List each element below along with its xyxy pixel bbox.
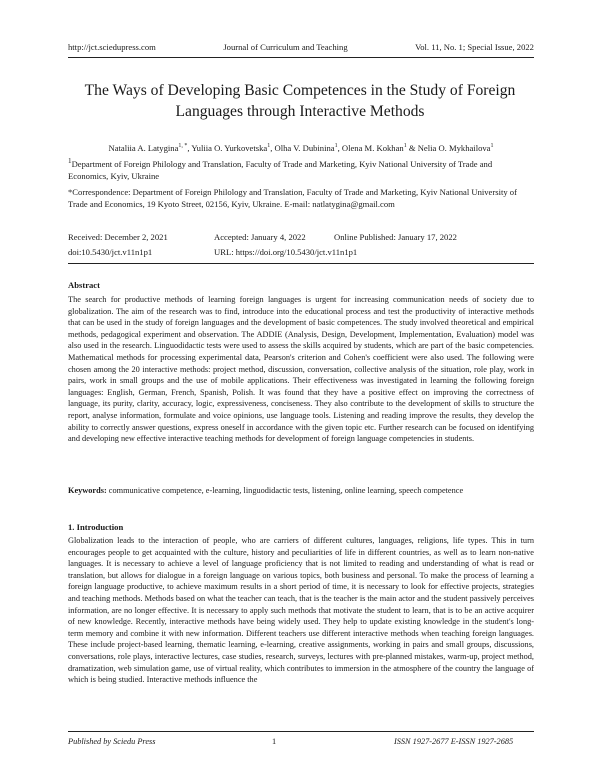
author-sup: 1: [334, 143, 338, 150]
author-sup: 1: [490, 143, 494, 150]
doi-url-link[interactable]: URL: https://doi.org/10.5430/jct.v11n1p1: [214, 247, 358, 257]
issn-text: ISSN 1927-2677 E-ISSN 1927-2685: [394, 737, 514, 746]
author-name: Yuliia O. Yurkovetska: [191, 143, 268, 153]
affiliation-sup: 1: [68, 157, 72, 165]
author-name: Nelia O. Mykhailova: [417, 143, 491, 153]
affiliation-text: Department of Foreign Philology and Translation, Faculty of Trade and Marketing, Kyiv National University of Trade and Economics, Kyiv, Ukraine: [68, 158, 493, 181]
doi-text: doi:10.5430/jct.v11n1p1: [68, 247, 153, 257]
meta-divider: [68, 263, 534, 264]
received-date: Received: December 2, 2021: [68, 232, 168, 242]
author-sup: 1: [403, 143, 407, 150]
keywords-text: communicative competence, e-learning, linguodidactic tests, listening, online learning, speech competence: [108, 486, 464, 495]
journal-name: Journal of Curriculum and Teaching: [223, 42, 348, 52]
author-name: Nataliia A. Latygina: [108, 143, 179, 153]
keywords-label: Keywords:: [68, 486, 107, 495]
publisher-text: Published by Sciedu Press: [68, 737, 156, 746]
header-divider: [68, 57, 534, 58]
keywords: [68, 485, 534, 497]
accepted-date: Accepted: January 4, 2022: [214, 232, 306, 242]
author-name: Olha V. Dubinina: [274, 143, 335, 153]
abstract-heading: Abstract: [68, 280, 100, 290]
page-number: 1: [272, 737, 277, 746]
author-sup: 1, *: [178, 143, 188, 150]
introduction-heading: 1. Introduction: [68, 522, 124, 532]
affiliation: [68, 155, 534, 182]
author-sup: 1: [267, 143, 271, 150]
author-list: Nataliia A. Latygina$^{1, *}$, Yuliia O. Yurkovetska$^1$, Olha V. Dubinina$^1$, Olena M. Kokhan$^1$ & Nelia O. Mykhailova$^1$: [108, 143, 494, 153]
paper-title: The Ways of Developing Basic Competences in the Study of Foreign Languages through Interactive Methods: [84, 82, 516, 120]
abstract-text: The search for productive methods of learning foreign languages is urgent for increasing communication needs of society due to globalization. The aim of the research was to find, introduce into the educational process and test the productivity of interactive methods that can be used in the study of foreign languages and the development of basic competences. The study involved theoretical and empirical methods, pedagogical experiment and observation. The ADDIE (Analysis, Design, Development, Implementation, Evaluation) model was also used in the research. Linguodidactic tests were used to assess the skills acquired by students, which are part of the basic competencies. Mathematical methods for processing experimental data, Pearson's criterion and Cohen's coefficient were also used. The following were chosen among the 20 interactive methods: project method, discussion, conversation, collective analysis of the situation, role play, work in pairs, work in small groups and the use of mobile applications. Their effectiveness was investigated in learning the following foreign languages: English, German, French, Spanish, Polish. It was found that they have a positive effect on improving the correctness of language, its purity, clarity, accuracy, logic, expressiveness, conciseness. They also contribute to the development of skills to structure the report, analyse information, formulate and voice opinions, use language tools. Listening and reading improve the results, they develop the ability to correctly answer questions, express oneself in accordance with the given topic etc. Further research can be focused on identifying and developing new effective interactive teaching methods for development of foreign language competencies in students.: [68, 295, 534, 444]
author-name: Olena M. Kokhan: [341, 143, 404, 153]
journal-url[interactable]: http://jct.sciedupress.com: [68, 42, 156, 52]
running-header: [68, 42, 534, 56]
introduction-text: Globalization leads to the interaction of people, who are carriers of different cultures, languages, religions, life types. This in turn encourages people to get acquainted with the culture, history and peculiarities of life in different countries, as well as to learn non-native languages. It is necessary to achieve a level of language proficiency that is not limited to reading and understanding of what is read or translation, but allows for dialogue in a foreign language on various topics, both business and personal. To make the process of learning a foreign language productive, to achieve maximum results in a short period of time, it is necessary to look for effective projects, strategies and teaching methods. Methods based on what the teacher can teach, that is the teacher is the main actor and the student passively perceives information, are no longer effective. It is necessary to apply such methods that motivate the student to learn, that is to be an active acquirer of new knowledge. Recently, interactive methods have being widely used. They help to update existing knowledge in the student's long-term memory and combine it with new information. Different teachers use different interactive methods when teaching foreign languages. These include project-based learning, thematic learning, e-learning, creative assignments, working in pairs and small groups, discussions, conversations, role plays, interactive lectures, case studies, research, surveys, lectures with pre-planned mistakes, warm-up, project method, dramatization, web simulation game, use of virtual reality, which contributes to immersion in the atmosphere of the country the language of which is being studied. Interactive methods influence the: [68, 536, 534, 685]
footer-divider: [68, 731, 534, 732]
correspondence: *Correspondence: Department of Foreign Philology and Translation, Faculty of Trade and Marketing, Kyiv National University of Trade and Economics, 19 Kyoto Street, 02156, Kyiv, Ukraine. E-mail: natlatygina@gmail.com: [68, 187, 517, 209]
volume-info: Vol. 11, No. 1; Special Issue, 2022: [415, 42, 534, 52]
published-date: Online Published: January 17, 2022: [334, 232, 457, 242]
